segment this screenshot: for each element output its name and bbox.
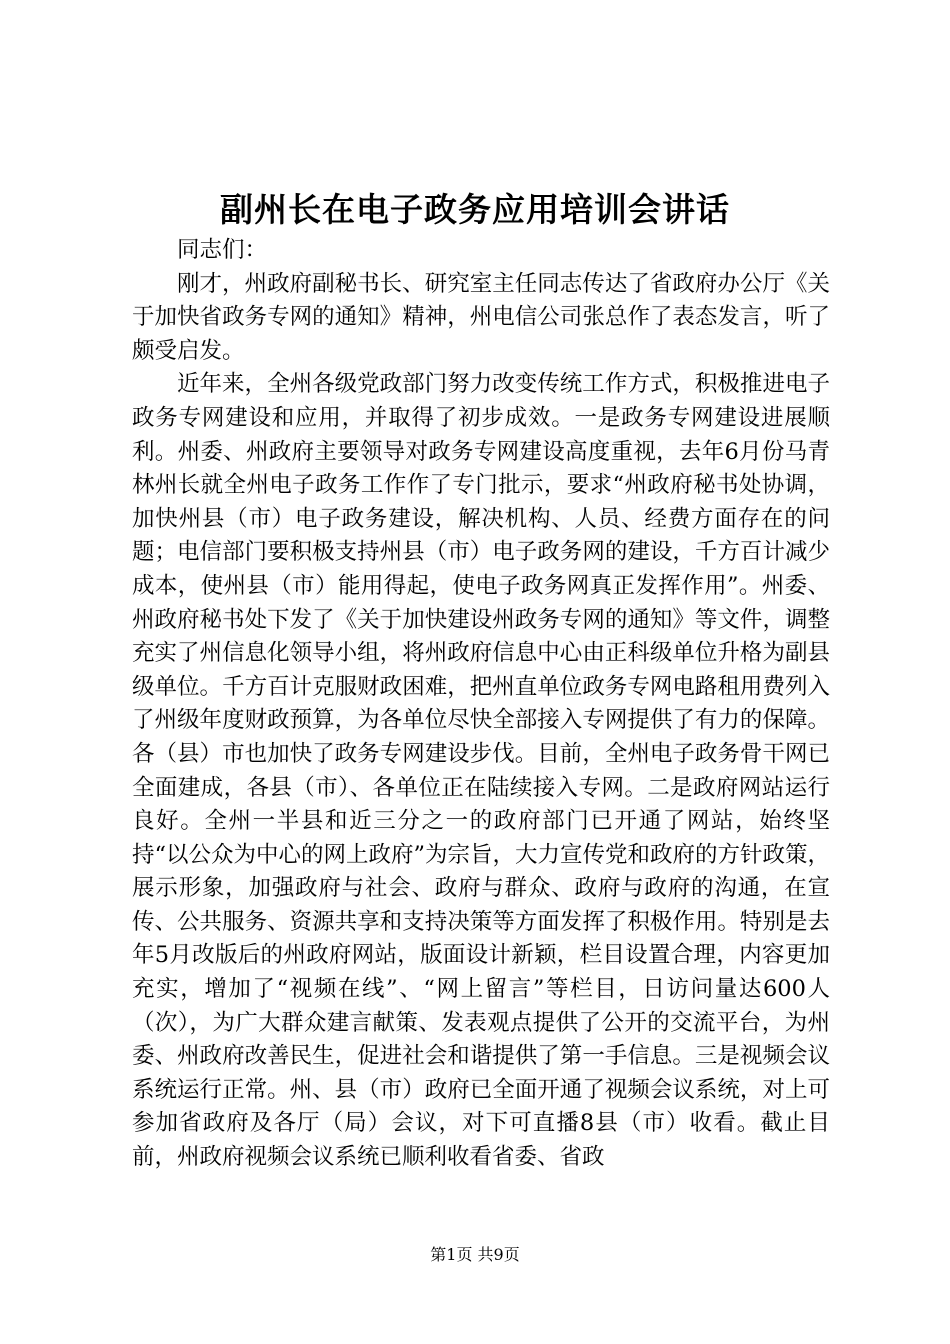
salutation-paragraph: 同志们： <box>177 237 268 263</box>
intro-paragraph: 刚才，州政府副秘书长、研究室主任同志传达了省政府办公厅《关于加快省政务专网的通知》精神，州电信公司张总作了表态发言，听了颇受启发。 <box>132 270 830 364</box>
document-body <box>132 234 830 1175</box>
page-footer: 第1页 共9页 <box>430 1245 520 1264</box>
main-paragraph: 近年来，全州各级党政部门努力改变传统工作方式，积极推进电子政务专网建设和应用，并取得了初步成效。一是政务专网建设进展顺利。州委、州政府主要领导对政务专网建设高度重视，去年6月份马青林州长就全州电子政务工作作了专门批示，要求“州政府秘书处协调，加快州县（市）电子政务建设，解决机构、人员、经费方面存在的问题；电信部门要积极支持州县（市）电子政务网的建设，千方百计减少成本，使州县（市）能用得起，使电子政务网真正发挥作用”。州委、州政府秘书处下发了《关于加快建设州政务专网的通知》等文件，调整充实了州信息化领导小组，将州政府信息中心由正科级单位升格为副县级单位。千方百计克服财政困难，把州直单位政务专网电路租用费列入了州级年度财政预算，为各单位尽快全部接入专网提供了有力的保障。各（县）市也加快了政务专网建设步伐。目前，全州电子政务骨干网已全面建成，各县（市）、各单位正在陆续接入专网。二是政府网站运行良好。全州一半县和近三分之一的政府部门已开通了网站，始终坚持“以公众为中心的网上政府”为宗旨，大力宣传党和政府的方针政策，展示形象，加强政府与社会、政府与群众、政府与政府的沟通，在宣传、公共服务、资源共享和支持决策等方面发挥了积极作用。特别是去年5月改版后的州政府网站，版面设计新颖，栏目设置合理，内容更加充实，增加了“视频在线”、“网上留言”等栏目，日访问量达600人（次），为广大群众建言献策、发表观点提供了公开的交流平台，为州委、州政府改善民生，促进社会和谐提供了第一手信息。三是视频会议系统运行正常。州、县（市）政府已全面开通了视频会议系统，对上可参加省政府及各厅（局）会议，对下可直播8县（市）收看。截止目前，州政府视频会议系统已顺利收看省委、省政 <box>132 371 831 1171</box>
document-title: 副州长在电子政务应用培训会讲话 <box>220 190 730 229</box>
